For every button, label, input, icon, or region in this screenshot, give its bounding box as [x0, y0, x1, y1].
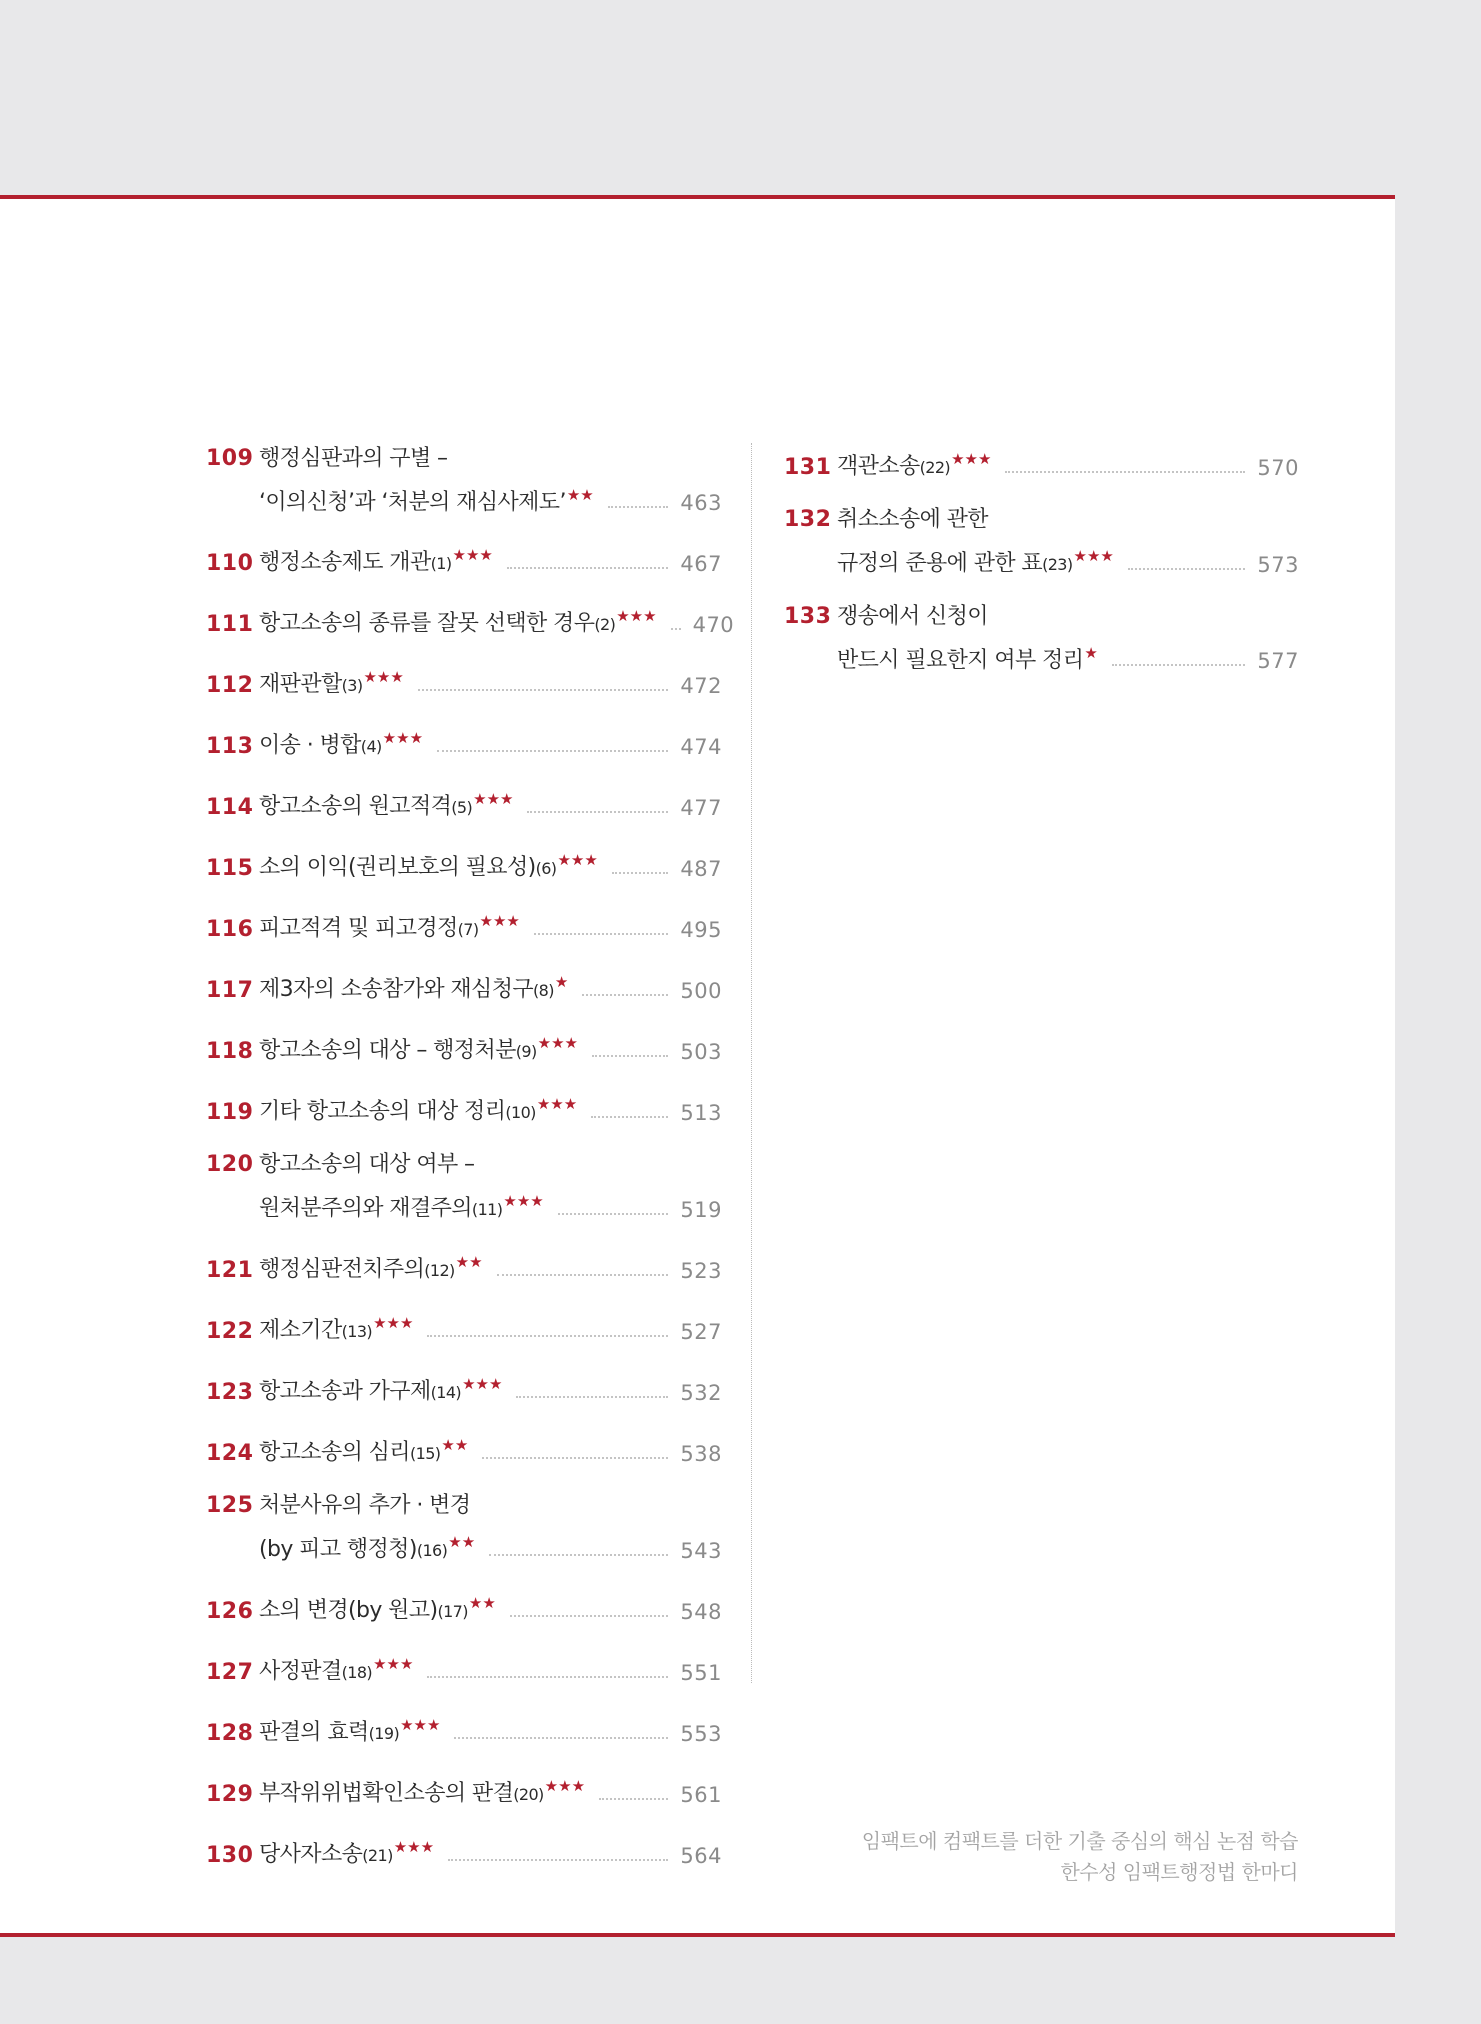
- chapter-title-text: 행정심판전치주의: [259, 1257, 425, 1282]
- dot-leader: [1112, 664, 1246, 666]
- page-number: 553: [680, 1722, 722, 1746]
- chapter-title-text: 항고소송의 대상 – 행정처분: [259, 1038, 516, 1063]
- toc-entry-line: [206, 1427, 722, 1472]
- importance-stars: ★★★: [473, 790, 514, 808]
- toc-entry-line: [206, 659, 722, 704]
- toc-entry[interactable]: [206, 598, 735, 643]
- importance-stars: ★★: [448, 1533, 476, 1551]
- chapter-title: [259, 477, 594, 521]
- chapter-title: [259, 1707, 440, 1752]
- bottom-red-rule: [0, 1933, 1395, 1937]
- page-number: 513: [680, 1101, 722, 1125]
- chapter-title: [837, 538, 1114, 583]
- toc-entry[interactable]: [206, 1585, 722, 1630]
- importance-stars: ★★★: [1073, 547, 1114, 565]
- chapter-index: (11): [471, 1200, 503, 1219]
- page-number: 543: [680, 1539, 722, 1563]
- chapter-index: (17): [437, 1602, 468, 1621]
- dot-leader: [427, 1676, 668, 1678]
- chapter-title: [259, 1147, 474, 1183]
- chapter-number: 129: [206, 1782, 254, 1807]
- toc-entry[interactable]: [206, 903, 722, 948]
- chapter-title-text: 행정심판과의 구별 –: [259, 446, 448, 471]
- page-number: 551: [680, 1661, 722, 1685]
- chapter-number: 113: [206, 734, 254, 759]
- importance-stars: ★★★: [951, 450, 992, 468]
- toc-entry[interactable]: [206, 659, 722, 704]
- page-number: 500: [680, 979, 722, 1003]
- chapter-index: (3): [341, 676, 363, 695]
- importance-stars: ★★★: [503, 1192, 544, 1210]
- importance-stars: ★: [554, 973, 569, 991]
- importance-stars: ★★: [566, 486, 594, 504]
- chapter-title-text: ‘이의신청’과 ‘처분의 재심사제도’: [259, 490, 566, 515]
- chapter-title-text: 판결의 효력: [259, 1720, 369, 1745]
- toc-entry-line: [784, 635, 1299, 679]
- page-number: 503: [680, 1040, 722, 1064]
- chapter-title: [259, 1427, 468, 1472]
- dot-leader: [582, 994, 668, 996]
- page-number: 519: [680, 1198, 722, 1222]
- footer-tagline: 임팩트에 컴팩트를 더한 기출 중심의 핵심 논점 학습: [861, 1829, 1298, 1853]
- dot-leader: [507, 567, 669, 569]
- chapter-title: [259, 903, 520, 948]
- dot-leader: [489, 1554, 668, 1556]
- chapter-title: [259, 1488, 470, 1524]
- toc-entry[interactable]: [784, 599, 1299, 679]
- importance-stars: ★★★: [400, 1716, 441, 1734]
- importance-stars: ★★: [468, 1594, 496, 1612]
- toc-entry-line: [206, 1305, 722, 1350]
- chapter-title-text: 소의 변경(by 원고): [259, 1598, 438, 1623]
- dot-leader: [516, 1396, 668, 1398]
- toc-entry-line: [206, 1768, 722, 1813]
- chapter-title-text: 항고소송의 원고적격: [259, 794, 452, 819]
- toc-entry[interactable]: [206, 1147, 722, 1228]
- chapter-title: [259, 1244, 483, 1289]
- chapter-number: 114: [206, 795, 254, 820]
- toc-entry-line: [206, 720, 722, 765]
- chapter-number: 112: [206, 673, 254, 698]
- chapter-index: (2): [594, 615, 616, 634]
- toc-entry[interactable]: [206, 1829, 722, 1874]
- chapter-title-text: 쟁송에서 신청이: [837, 604, 988, 629]
- toc-entry-line: [206, 1366, 722, 1411]
- importance-stars: ★★★: [479, 912, 520, 930]
- importance-stars: ★★★: [373, 1314, 414, 1332]
- toc-entry[interactable]: [206, 720, 722, 765]
- toc-entry[interactable]: [206, 781, 722, 826]
- chapter-title: [259, 1524, 475, 1569]
- toc-entry[interactable]: [206, 964, 722, 1009]
- page-number: 477: [680, 796, 722, 820]
- importance-stars: ★★★: [537, 1034, 578, 1052]
- dot-leader: [454, 1737, 668, 1739]
- chapter-title: [259, 659, 404, 704]
- toc-entry[interactable]: [206, 1244, 722, 1289]
- toc-left-column: [206, 441, 735, 1890]
- chapter-title: [259, 441, 447, 477]
- chapter-number: 116: [206, 917, 254, 942]
- importance-stars: ★★★: [363, 668, 404, 686]
- chapter-title-text: 기타 항고소송의 대상 정리: [259, 1099, 506, 1124]
- chapter-index: (12): [424, 1261, 455, 1280]
- toc-entry[interactable]: [784, 502, 1299, 583]
- chapter-index: (21): [362, 1846, 393, 1865]
- toc-entry[interactable]: [206, 1025, 722, 1070]
- page-number: 548: [680, 1600, 722, 1624]
- toc-entry-line: [206, 477, 722, 521]
- chapter-title: [259, 598, 657, 643]
- chapter-title-text: 피고적격 및 피고경정: [259, 916, 458, 941]
- toc-entry[interactable]: [206, 842, 722, 887]
- chapter-title-text: 재판관할: [259, 672, 342, 697]
- dot-leader: [534, 933, 669, 935]
- chapter-index: (7): [457, 920, 479, 939]
- toc-entry-line: [206, 598, 735, 643]
- toc-entry-line: [206, 1147, 722, 1183]
- toc-entry-line: [206, 1707, 722, 1752]
- dot-leader: [510, 1615, 669, 1617]
- chapter-title: [837, 441, 991, 486]
- chapter-title-text: 규정의 준용에 관한 표: [837, 551, 1043, 576]
- importance-stars: ★★★: [544, 1777, 586, 1795]
- chapter-index: (1): [430, 554, 452, 573]
- page-number: 463: [680, 491, 722, 515]
- chapter-index: (13): [341, 1322, 373, 1341]
- chapter-title: [837, 635, 1098, 679]
- chapter-index: (8): [533, 981, 554, 1000]
- page-number: 573: [1257, 553, 1299, 577]
- dot-leader: [448, 1859, 668, 1861]
- chapter-index: (23): [1042, 555, 1073, 574]
- toc-entry-line: [206, 1646, 722, 1691]
- chapter-number: 118: [206, 1039, 254, 1064]
- toc-entry-line: [206, 842, 722, 887]
- chapter-title-text: 제3자의 소송참가와 재심청구: [259, 977, 534, 1002]
- dot-leader: [608, 506, 669, 508]
- toc-entry[interactable]: [206, 1366, 722, 1411]
- toc-entry[interactable]: [206, 1768, 722, 1813]
- chapter-index: (15): [409, 1444, 441, 1463]
- chapter-title: [259, 842, 598, 887]
- chapter-title: [259, 1086, 577, 1131]
- chapter-title: [259, 720, 423, 765]
- dot-leader: [558, 1213, 669, 1215]
- chapter-index: (18): [341, 1663, 373, 1682]
- chapter-number: 120: [206, 1152, 254, 1177]
- chapter-number: 124: [206, 1441, 254, 1466]
- dot-leader: [592, 1055, 668, 1057]
- toc-entry[interactable]: [206, 537, 722, 582]
- importance-stars: ★★★: [536, 1095, 578, 1113]
- chapter-number: 117: [206, 978, 254, 1003]
- toc-entry-line: [206, 1585, 722, 1630]
- toc-entry[interactable]: [206, 1305, 722, 1350]
- chapter-title: [259, 1183, 544, 1228]
- toc-entry-line: [206, 1488, 722, 1524]
- toc-entry-line: [206, 1829, 722, 1874]
- chapter-title-text: 항고소송의 심리: [259, 1440, 410, 1465]
- chapter-number: 123: [206, 1380, 254, 1405]
- chapter-number: 115: [206, 856, 254, 881]
- toc-entry-line: [206, 1524, 722, 1569]
- chapter-number: 128: [206, 1721, 254, 1746]
- chapter-number: 133: [784, 604, 832, 629]
- footer: [862, 1826, 1298, 1888]
- chapter-title-text: 처분사유의 추가 · 변경: [259, 1493, 471, 1518]
- toc-entry[interactable]: [206, 1427, 722, 1472]
- chapter-number: 122: [206, 1319, 254, 1344]
- chapter-title: [259, 1025, 578, 1070]
- page-number: 495: [680, 918, 722, 942]
- toc-entry-line: [206, 781, 722, 826]
- chapter-index: (20): [513, 1785, 544, 1804]
- importance-stars: ★★★: [557, 851, 598, 869]
- dot-leader: [612, 872, 669, 874]
- toc-entry[interactable]: [206, 1646, 722, 1691]
- chapter-title-text: 이송 · 병합: [259, 733, 361, 758]
- chapter-title-text: 원처분주의와 재결주의: [259, 1196, 472, 1221]
- toc-entry-line: [206, 441, 722, 477]
- chapter-number: 110: [206, 551, 254, 576]
- chapter-number: 131: [784, 455, 832, 480]
- chapter-number: 125: [206, 1493, 254, 1518]
- dot-leader: [1005, 471, 1245, 473]
- page-number: 487: [680, 857, 722, 881]
- chapter-title: [259, 537, 493, 582]
- chapter-number: 130: [206, 1843, 254, 1868]
- chapter-index: (6): [535, 859, 557, 878]
- importance-stars: ★★★: [393, 1838, 435, 1856]
- chapter-index: (9): [515, 1042, 537, 1061]
- chapter-title-text: 항고소송과 가구제: [259, 1379, 431, 1404]
- page-number: 474: [680, 735, 722, 759]
- chapter-title-text: 소의 이익(권리보호의 필요성): [259, 855, 536, 880]
- chapter-index: (22): [919, 458, 951, 477]
- dot-leader: [437, 750, 668, 752]
- column-divider: [751, 443, 752, 1683]
- toc-entry-line: [206, 537, 722, 582]
- chapter-title-text: (by 피고 행정청): [259, 1537, 417, 1562]
- toc-right-column: [784, 441, 1299, 695]
- importance-stars: ★★★: [373, 1655, 414, 1673]
- chapter-title-text: 부작위위법확인소송의 판결: [259, 1781, 514, 1806]
- page-number: 564: [680, 1844, 722, 1868]
- toc-entry[interactable]: [784, 441, 1299, 486]
- page-number: 472: [680, 674, 722, 698]
- chapter-title: [259, 1829, 434, 1874]
- chapter-index: (10): [505, 1103, 536, 1122]
- toc-entry-line: [206, 903, 722, 948]
- chapter-number: 132: [784, 507, 832, 532]
- dot-leader: [497, 1274, 669, 1276]
- chapter-index: (5): [451, 798, 473, 817]
- chapter-title-text: 항고소송의 대상 여부 –: [259, 1152, 475, 1177]
- dot-leader: [418, 689, 669, 691]
- chapter-number: 119: [206, 1100, 254, 1125]
- chapter-title: [259, 1366, 502, 1411]
- importance-stars: ★★★: [452, 546, 493, 564]
- toc-entry-line: [206, 1244, 722, 1289]
- toc-entry-line: [784, 599, 1299, 635]
- chapter-number: 127: [206, 1660, 254, 1685]
- page-number: 532: [680, 1381, 722, 1405]
- chapter-title: [259, 1585, 496, 1630]
- chapter-title: [259, 1768, 585, 1813]
- chapter-title-text: 행정소송제도 개관: [259, 550, 431, 575]
- chapter-title-text: 제소기간: [259, 1318, 342, 1343]
- page-number: 538: [680, 1442, 722, 1466]
- chapter-title-text: 항고소송의 종류를 잘못 선택한 경우: [259, 611, 595, 636]
- page-number: 561: [680, 1783, 722, 1807]
- chapter-title-text: 객관소송: [837, 454, 920, 479]
- chapter-index: (4): [360, 737, 382, 756]
- chapter-index: (19): [368, 1724, 400, 1743]
- chapter-title: [259, 1646, 413, 1691]
- chapter-number: 126: [206, 1599, 254, 1624]
- chapter-index: (16): [416, 1541, 448, 1560]
- chapter-title-text: 반드시 필요한지 여부 정리: [837, 648, 1084, 673]
- chapter-title: [837, 599, 988, 635]
- toc-entry[interactable]: [206, 1707, 722, 1752]
- dot-leader: [482, 1457, 668, 1459]
- dot-leader: [427, 1335, 668, 1337]
- toc-entry-line: [784, 502, 1299, 538]
- page-number: 570: [1257, 456, 1299, 480]
- page-number: 527: [680, 1320, 722, 1344]
- page-number: 470: [692, 613, 735, 637]
- toc-entry-line: [206, 964, 722, 1009]
- toc-entry[interactable]: [206, 441, 722, 521]
- footer-book-title: 한수성 임팩트행정법 한마디: [1060, 1860, 1298, 1884]
- page-number: 577: [1257, 649, 1299, 673]
- dot-leader: [599, 1798, 668, 1800]
- importance-stars: ★★★: [462, 1375, 503, 1393]
- chapter-title: [259, 781, 513, 826]
- chapter-index: (14): [430, 1383, 462, 1402]
- importance-stars: ★★: [441, 1436, 469, 1454]
- importance-stars: ★: [1084, 644, 1098, 662]
- dot-leader: [1128, 568, 1246, 570]
- page-number: 467: [680, 552, 722, 576]
- toc-entry[interactable]: [206, 1488, 722, 1569]
- toc-entry-line: [206, 1183, 722, 1228]
- chapter-number: 111: [206, 612, 254, 637]
- chapter-number: 121: [206, 1258, 254, 1283]
- toc-entry[interactable]: [206, 1086, 722, 1131]
- toc-entry-line: [206, 1086, 722, 1131]
- toc-entry-line: [784, 538, 1299, 583]
- chapter-title-text: 취소소송에 관한: [837, 507, 988, 532]
- dot-leader: [671, 628, 681, 630]
- dot-leader: [527, 811, 668, 813]
- toc-entry-line: [784, 441, 1299, 486]
- chapter-title: [837, 502, 988, 538]
- chapter-title-text: 사정판결: [259, 1659, 342, 1684]
- chapter-title-text: 당사자소송: [259, 1842, 363, 1867]
- page-number: 523: [680, 1259, 722, 1283]
- chapter-title: [259, 1305, 413, 1350]
- importance-stars: ★★: [455, 1253, 483, 1271]
- importance-stars: ★★★: [382, 729, 424, 747]
- toc-entry-line: [206, 1025, 722, 1070]
- chapter-number: 109: [206, 446, 254, 471]
- top-red-rule: [0, 195, 1395, 199]
- importance-stars: ★★★: [616, 607, 657, 625]
- dot-leader: [591, 1116, 668, 1118]
- chapter-title: [259, 964, 568, 1009]
